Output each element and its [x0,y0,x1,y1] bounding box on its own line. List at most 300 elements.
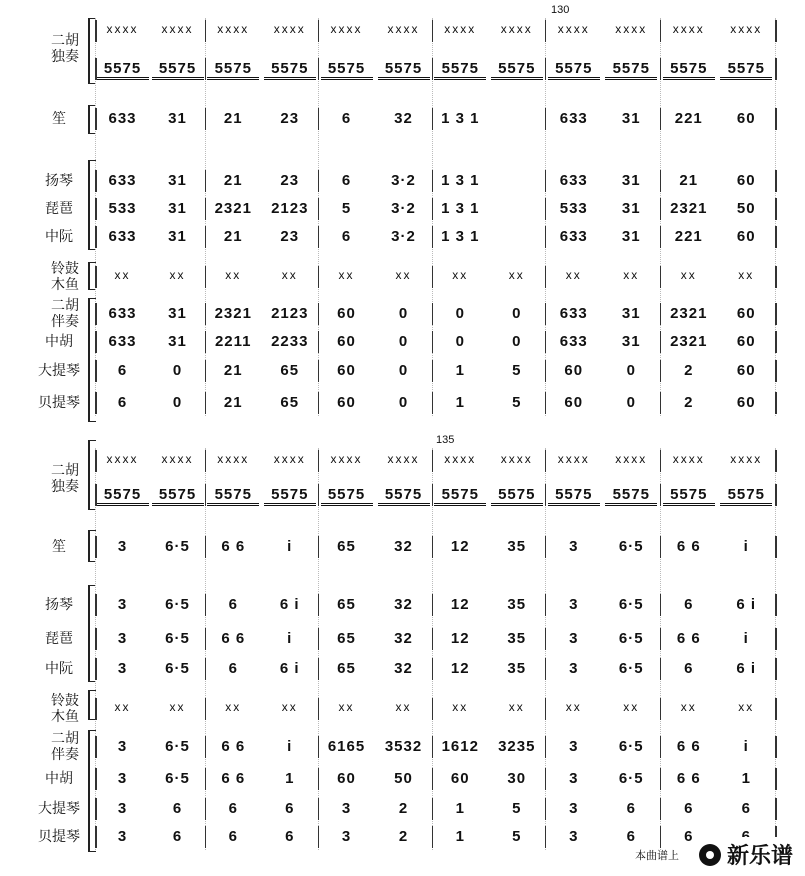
note-cell: xxxx [444,22,477,36]
row-barline [432,20,433,42]
row-barline [775,536,777,558]
note-cell: 6·5 [165,738,190,755]
note-cell: 32 [394,660,413,677]
note-cell: xx [225,700,242,714]
row-barline [318,594,319,616]
row-barline [432,826,433,848]
row-barline [775,108,777,130]
note-cell: 60 [337,394,356,411]
note-cell: 6 [341,172,352,189]
row-barline [95,266,97,288]
note-cell: 5575 [491,486,543,506]
note-cell: 6·5 [165,538,190,555]
row-barline [95,303,97,325]
note-cell: 533 [559,200,588,217]
note-cell: 0 [398,305,409,322]
row-barline [775,58,777,80]
note-cell: 3 [117,538,128,555]
note-cell: 6·5 [165,596,190,613]
note-cell: 633 [559,228,588,245]
note-cell: 6 6 [221,538,246,555]
row-barline [660,658,661,680]
instrument-label-zhonghu: 中胡 [45,333,73,349]
row-barline [95,331,97,353]
note-cell: 0 [398,362,409,379]
row-barline [545,58,546,80]
note-cell: xxxx [500,452,533,466]
note-cell: xxxx [106,22,139,36]
instrument-label-sheng: 笙 [52,538,66,554]
row-barline [660,266,661,288]
row-barline [660,536,661,558]
note-cell: 3235 [498,738,536,755]
note-cell: 5575 [321,60,373,80]
row-barline [95,170,97,192]
brand-logo [693,837,799,872]
note-cell: 6 6 [221,770,246,787]
row-barline [545,798,546,820]
note-cell: 3 [569,596,579,613]
row-barline [775,594,777,616]
note-cell: 6 6 [676,770,701,787]
note-cell: 65 [280,362,300,379]
note-cell: xx [623,700,640,714]
note-cell: 633 [108,110,137,127]
note-cell: 60 [736,110,756,127]
row-barline [775,331,777,353]
note-cell: 60 [564,394,584,411]
note-cell: 6 [172,800,183,817]
row-barline [432,594,433,616]
row-barline [318,484,319,506]
note-cell: 60 [450,770,470,787]
note-cell: 60 [337,770,356,787]
row-barline [545,736,546,758]
row-barline [318,20,319,42]
note-cell: 5 [341,200,352,217]
instrument-label-erhu_solo: 二胡 独奏 [51,32,79,64]
note-cell: xxxx [672,452,705,466]
note-cell: 23 [280,110,300,127]
note-cell: 5575 [663,60,715,80]
row-barline [660,698,661,720]
row-barline [205,450,206,472]
note-cell: 31 [621,228,641,245]
footer [635,837,799,872]
note-cell: 50 [394,770,413,787]
note-cell: 6 [341,110,352,127]
note-cell: 2321 [670,333,708,350]
row-barline [660,360,661,382]
note-cell: 32 [394,538,413,555]
row-barline [432,698,433,720]
note-cell: 6 [228,596,238,613]
instrument-label-linggu_muyu: 铃鼓 木鱼 [51,692,79,724]
note-cell: 6·5 [165,770,190,787]
note-cell: 2123 [271,305,309,322]
note-cell: 221 [674,228,703,245]
row-barline [660,392,661,414]
note-cell: 1 [455,394,465,411]
row-barline [545,536,546,558]
note-cell: 5575 [378,486,430,506]
note-cell: 6·5 [165,660,190,677]
row-barline [95,826,97,848]
instrument-label-cello: 大提琴 [38,800,80,816]
row-barline [775,392,777,414]
note-cell: 5575 [207,60,259,80]
note-cell: 60 [736,394,756,411]
row-barline [775,628,777,650]
note-cell: 5575 [97,486,149,506]
note-cell: 2321 [670,305,708,322]
row-barline [318,536,319,558]
note-cell: 50 [736,200,756,217]
row-barline [205,226,206,248]
row-barline [545,331,546,353]
row-barline [660,594,661,616]
note-cell: 6·5 [618,538,644,555]
note-cell: 21 [223,228,243,245]
row-barline [432,108,433,130]
note-cell: 12 [450,596,470,613]
row-barline [205,392,206,414]
note-cell: 633 [559,305,588,322]
note-cell: 0 [512,333,522,350]
row-barline [432,536,433,558]
note-cell: 6 [626,800,636,817]
note-cell: 5575 [720,486,772,506]
row-barline [318,450,319,472]
row-barline [318,108,319,130]
note-cell: 2123 [271,200,309,217]
instrument-label-erhu_accomp: 二胡 伴奏 [51,297,79,329]
note-cell: 0 [512,305,522,322]
note-cell: 31 [168,333,187,350]
row-barline [318,226,319,248]
row-barline [432,450,433,472]
note-cell: xxxx [161,22,194,36]
note-cell: 1 3 1 [441,200,480,217]
note-cell: xx [281,268,298,282]
note-cell: xx [680,700,697,714]
note-cell: 5575 [152,60,204,80]
note-cell: 5575 [491,60,543,80]
note-cell: 6 [117,394,128,411]
note-cell: i [743,738,749,755]
note-cell: 5 [512,828,522,845]
note-cell: 3 [569,630,579,647]
note-cell: 60 [736,362,756,379]
note-cell: xxxx [217,452,250,466]
note-cell: 23 [280,172,300,189]
note-cell: 633 [559,172,588,189]
row-barline [432,360,433,382]
row-barline [205,303,206,325]
note-cell: 5575 [321,486,373,506]
note-cell: i [287,738,293,755]
note-cell: 2321 [214,200,252,217]
note-cell: xxxx [106,452,139,466]
note-cell: xx [738,700,755,714]
note-cell: 6 i [279,660,300,677]
row-barline [95,658,97,680]
row-barline [318,266,319,288]
row-barline [205,20,206,42]
note-cell: 6 [684,800,694,817]
row-barline [432,736,433,758]
row-barline [205,108,206,130]
note-cell: xx [114,700,131,714]
note-cell: xx [114,268,131,282]
row-barline [660,303,661,325]
note-cell: 31 [168,305,187,322]
note-cell: 5575 [605,60,657,80]
note-cell: 6 6 [221,738,246,755]
note-cell: 2321 [670,200,708,217]
instrument-label-cello: 大提琴 [38,362,80,378]
note-cell: 6 [285,828,295,845]
note-cell: 1 3 1 [441,110,480,127]
note-cell: i [287,630,293,647]
row-barline [545,198,546,220]
row-barline [318,392,319,414]
instrument-label-pipa: 琵琶 [45,200,73,216]
note-cell: xxxx [444,452,477,466]
note-cell: 65 [280,394,300,411]
row-barline [545,303,546,325]
note-cell: 6 [626,828,636,845]
note-cell: 3 [117,828,128,845]
note-cell: 60 [736,305,756,322]
note-cell: 633 [559,110,588,127]
note-cell: 2321 [214,305,252,322]
note-cell: 21 [223,362,243,379]
note-cell: xx [169,700,186,714]
note-cell: 5575 [378,60,430,80]
note-cell: 6 6 [676,630,701,647]
row-barline [775,360,777,382]
row-barline [432,226,433,248]
row-barline [545,698,546,720]
note-cell: 31 [168,110,187,127]
row-barline [545,484,546,506]
instrument-label-bass: 贝提琴 [38,828,80,844]
note-cell: 65 [337,630,356,647]
row-barline [660,798,661,820]
note-cell: 60 [736,172,756,189]
note-cell: 6 6 [676,738,701,755]
row-barline [205,58,206,80]
note-cell: 0 [626,394,636,411]
row-barline [95,628,97,650]
row-barline [545,266,546,288]
note-cell: 5575 [548,60,600,80]
note-cell: 12 [450,538,470,555]
note-cell: 633 [559,333,588,350]
note-cell: 23 [280,228,300,245]
note-cell: 31 [621,305,641,322]
note-cell: i [743,538,749,555]
row-barline [95,536,97,558]
note-cell: 0 [398,394,409,411]
note-cell: 533 [108,200,137,217]
row-barline [660,484,661,506]
note-cell: 3 [117,660,128,677]
note-cell: 5575 [97,60,149,80]
note-cell: 1612 [441,738,479,755]
note-cell: 35 [507,660,527,677]
note-cell: 3 [569,770,579,787]
row-barline [432,798,433,820]
note-cell: 3 [341,828,352,845]
note-cell: 60 [337,305,356,322]
note-cell: 31 [168,172,187,189]
note-cell: 633 [108,333,137,350]
instrument-label-yangqin: 扬琴 [45,172,73,188]
row-barline [545,450,546,472]
measure-number-130: 130 [551,4,570,16]
note-cell: 32 [394,596,413,613]
note-cell: 5575 [548,486,600,506]
row-barline [660,450,661,472]
row-barline [318,360,319,382]
note-cell: 3·2 [391,200,416,217]
note-cell: 21 [223,394,243,411]
note-cell: xx [395,268,412,282]
note-cell: 6·5 [618,596,644,613]
note-cell: 3532 [384,738,423,755]
note-cell: 3 [341,800,352,817]
note-cell: 31 [168,200,187,217]
note-cell: 5 [512,362,522,379]
row-barline [95,450,97,472]
note-cell: 6 [684,660,694,677]
note-cell: 21 [223,110,243,127]
row-barline [95,198,97,220]
note-cell: 0 [398,333,409,350]
note-cell: 3 [117,800,128,817]
row-barline [95,392,97,414]
row-barline [545,226,546,248]
note-cell: 6 [172,828,183,845]
note-cell: 30 [507,770,527,787]
row-barline [95,736,97,758]
note-cell: 5575 [434,60,486,80]
note-cell: 60 [564,362,584,379]
note-cell: 32 [394,110,413,127]
note-cell: xx [452,268,469,282]
row-barline [205,736,206,758]
row-barline [432,266,433,288]
row-barline [318,170,319,192]
note-cell: 65 [337,596,356,613]
row-barline [318,658,319,680]
row-barline [775,698,777,720]
row-barline [432,303,433,325]
note-cell: 221 [674,110,703,127]
note-cell: xx [565,700,582,714]
note-cell: 633 [108,228,137,245]
row-barline [95,108,97,130]
row-barline [660,736,661,758]
note-cell: xx [508,700,525,714]
row-barline [775,20,777,42]
row-barline [545,108,546,130]
note-cell: 5575 [152,486,204,506]
note-cell: 2 [398,800,409,817]
note-cell: 60 [736,333,756,350]
note-cell: 5575 [663,486,715,506]
row-barline [775,226,777,248]
note-cell: 65 [337,538,356,555]
note-cell: i [743,630,749,647]
row-barline [545,594,546,616]
instrument-label-bass: 贝提琴 [38,394,80,410]
note-cell: 3 [117,630,128,647]
row-barline [205,266,206,288]
row-barline [660,226,661,248]
row-barline [318,826,319,848]
row-barline [205,170,206,192]
row-barline [545,826,546,848]
note-cell: 6 [228,800,238,817]
row-barline [205,798,206,820]
row-barline [775,266,777,288]
instrument-label-zhongruan: 中阮 [45,660,73,676]
instrument-label-zhonghu: 中胡 [45,770,73,786]
note-cell: xxxx [557,22,590,36]
note-cell: 1 [285,770,295,787]
row-barline [318,628,319,650]
measure-number-135: 135 [436,434,455,446]
note-cell: xx [225,268,242,282]
row-barline [545,170,546,192]
row-barline [432,658,433,680]
note-cell: xx [452,700,469,714]
note-cell: 0 [455,305,465,322]
row-barline [432,198,433,220]
instrument-label-erhu_accomp: 二胡 伴奏 [51,730,79,762]
note-cell: 60 [337,362,356,379]
note-cell: xxxx [387,22,420,36]
note-cell: 3 [569,828,579,845]
note-cell: 32 [394,630,413,647]
vinyl-icon [699,844,721,866]
row-barline [318,198,319,220]
note-cell: xxxx [387,452,420,466]
row-barline [660,170,661,192]
note-cell: 60 [337,333,356,350]
instrument-label-pipa: 琵琶 [45,630,73,646]
note-cell: 1 [455,828,465,845]
note-cell: 3·2 [391,228,416,245]
note-cell: xx [623,268,640,282]
note-cell: 6·5 [165,630,190,647]
note-cell: 35 [507,630,527,647]
row-barline [205,331,206,353]
row-barline [432,170,433,192]
row-barline [318,331,319,353]
note-cell: xxxx [161,452,194,466]
note-cell: 2 [684,394,694,411]
row-barline [545,658,546,680]
row-barline [660,331,661,353]
row-barline [205,658,206,680]
note-cell: 1 3 1 [441,228,480,245]
note-cell: 1 [455,362,465,379]
row-barline [318,698,319,720]
